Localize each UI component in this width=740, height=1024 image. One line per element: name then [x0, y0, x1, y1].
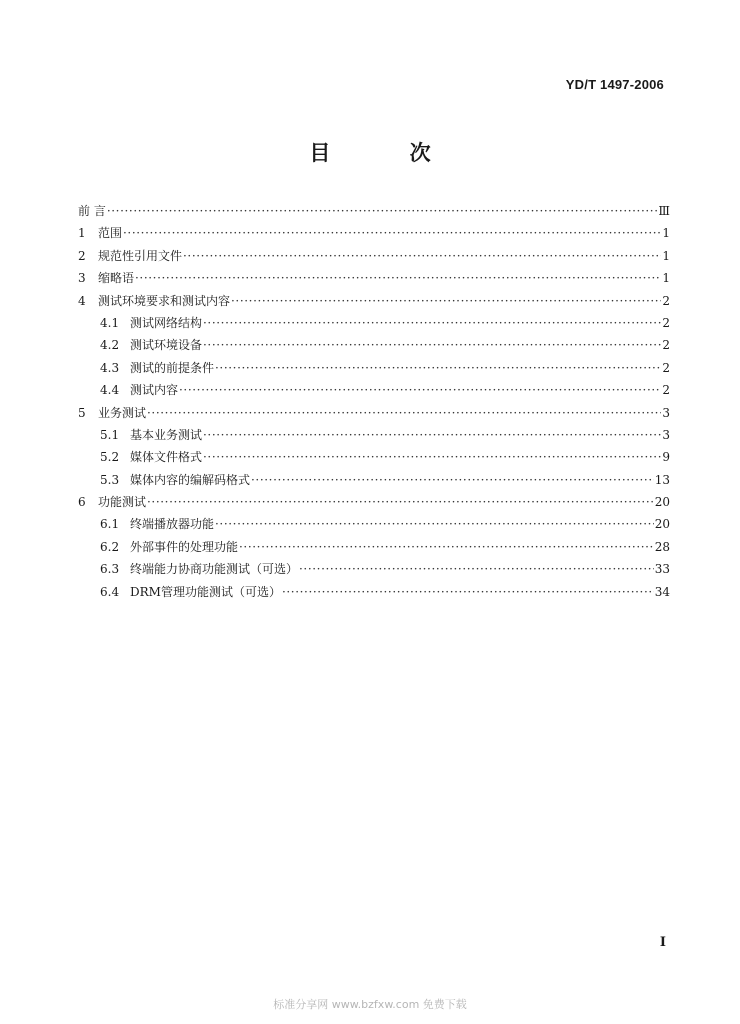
toc-entry-number: 5.1: [100, 427, 120, 442]
toc-entry-number: 5: [78, 405, 86, 420]
toc-dot-leader: [282, 581, 654, 603]
toc-dot-leader: [215, 513, 654, 535]
toc-entry-page: 13: [654, 472, 670, 487]
toc-entry-page: 2: [662, 293, 670, 308]
toc-entry[interactable]: [78, 379, 670, 401]
toc-entry-page: 34: [654, 584, 670, 599]
toc-dot-leader: [179, 379, 661, 401]
toc-dot-leader: [239, 536, 654, 558]
toc-entry[interactable]: [78, 357, 670, 379]
toc-entry-page: 2: [662, 338, 670, 353]
toc-entry-number: 4.3: [100, 360, 120, 375]
toc-entry-label: 前 言: [78, 204, 106, 218]
page-number: I: [659, 935, 666, 950]
toc-entry-number: 1: [78, 226, 86, 241]
toc-dot-leader: [203, 424, 661, 446]
toc-dot-leader: [299, 558, 654, 580]
toc-entry-number: 3: [78, 271, 86, 286]
toc-entry[interactable]: [78, 513, 670, 535]
toc-dot-leader: [147, 491, 654, 513]
toc-entry[interactable]: [78, 558, 670, 580]
toc-entry-number: 4.2: [100, 338, 120, 353]
toc-entry[interactable]: [78, 290, 670, 312]
toc-dot-leader: [183, 245, 661, 267]
toc-entry[interactable]: [78, 200, 670, 222]
toc-entry-label: 媒体内容的编解码格式: [130, 472, 251, 487]
toc-entry-number: 4: [78, 293, 86, 308]
toc-entry-page: Ⅲ: [658, 204, 670, 218]
toc-entry[interactable]: [78, 446, 670, 468]
toc-dot-leader: [215, 357, 661, 379]
document-code: YD/T 1497-2006: [565, 77, 664, 92]
toc-entry-label: 终端播放器功能: [130, 517, 215, 532]
toc-entry-page: 28: [654, 539, 670, 554]
toc-entry-page: 20: [654, 517, 670, 532]
toc-entry-number: 6.2: [100, 539, 120, 554]
toc-entry-page: 9: [662, 450, 670, 465]
toc-dot-leader: [135, 267, 661, 289]
toc-entry-page: 1: [662, 248, 670, 263]
toc-title: 目 次: [309, 141, 467, 165]
toc-dot-leader: [203, 312, 661, 334]
toc-entry-label: 测试环境设备: [130, 338, 203, 353]
toc-entry-page: 2: [662, 315, 670, 330]
toc-entry[interactable]: [78, 222, 670, 244]
toc-entry-page: 20: [654, 495, 670, 510]
toc-entry-label: 外部事件的处理功能: [130, 539, 239, 554]
toc-entry-number: 6.4: [100, 584, 120, 599]
table-of-contents: [78, 200, 670, 603]
toc-entry-label: 测试环境要求和测试内容: [98, 293, 231, 308]
toc-entry-number: 6: [78, 495, 86, 510]
toc-dot-leader: [203, 334, 661, 356]
toc-entry-number: 2: [78, 248, 86, 263]
toc-entry-label: 范围: [98, 226, 123, 241]
toc-entry-page: 2: [662, 383, 670, 398]
toc-dot-leader: [251, 469, 654, 491]
toc-entry-page: 1: [662, 271, 670, 286]
toc-dot-leader: [147, 402, 661, 424]
toc-entry-label: 缩略语: [98, 271, 135, 286]
toc-dot-leader: [231, 290, 661, 312]
toc-entry[interactable]: [78, 536, 670, 558]
toc-entry[interactable]: [78, 469, 670, 491]
toc-entry-page: 3: [662, 427, 670, 442]
toc-dot-leader: [203, 446, 661, 468]
toc-entry-number: 6.1: [100, 517, 120, 532]
toc-entry-label: 媒体文件格式: [130, 450, 203, 465]
toc-dot-leader: [123, 222, 661, 244]
toc-entry[interactable]: [78, 312, 670, 334]
toc-entry-page: 2: [662, 360, 670, 375]
toc-entry[interactable]: [78, 334, 670, 356]
toc-entry-page: 1: [662, 226, 670, 241]
toc-entry-label: DRM管理功能测试（可选）: [130, 584, 281, 599]
toc-entry-label: 测试的前提条件: [130, 360, 215, 375]
toc-entry-label: 规范性引用文件: [98, 248, 183, 263]
toc-entry[interactable]: [78, 402, 670, 424]
toc-dot-leader: [107, 200, 658, 222]
toc-entry-label: 测试内容: [130, 383, 179, 398]
toc-entry-number: 5.3: [100, 472, 120, 487]
toc-entry-label: 测试网络结构: [130, 315, 203, 330]
toc-entry-label: 基本业务测试: [130, 427, 203, 442]
toc-entry-page: 3: [662, 405, 670, 420]
toc-entry-page: 33: [654, 562, 670, 577]
toc-entry[interactable]: [78, 424, 670, 446]
toc-entry-label: 业务测试: [98, 405, 147, 420]
toc-entry[interactable]: [78, 491, 670, 513]
toc-entry-number: 4.1: [100, 315, 120, 330]
toc-entry-number: 6.3: [100, 562, 120, 577]
toc-entry[interactable]: [78, 245, 670, 267]
toc-entry[interactable]: [78, 267, 670, 289]
toc-entry-number: 4.4: [100, 383, 120, 398]
toc-entry-label: 功能测试: [98, 495, 147, 510]
toc-entry-label: 终端能力协商功能测试（可选）: [130, 562, 299, 577]
watermark: 标准分享网 www.bzfxw.com 免费下载: [273, 998, 467, 1011]
toc-entry-number: 5.2: [100, 450, 120, 465]
toc-entry[interactable]: [78, 581, 670, 603]
